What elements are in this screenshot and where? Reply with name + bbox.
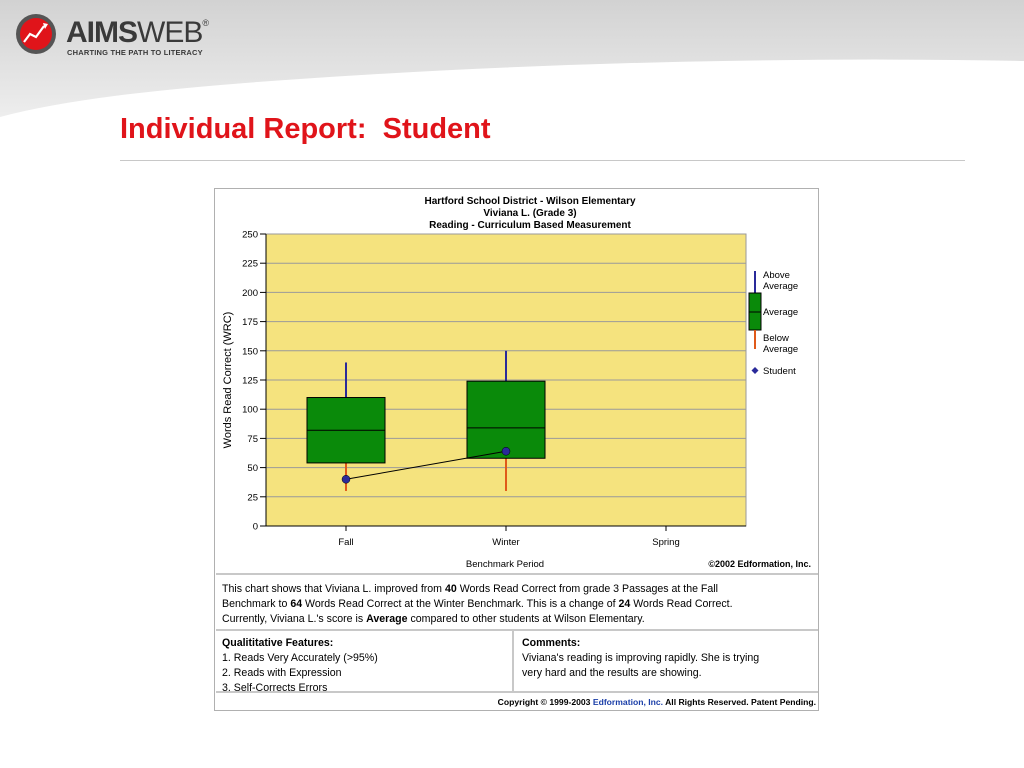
- logo-chart-icon: [14, 12, 58, 56]
- copyright-text: Copyright © 1999-2003: [497, 697, 593, 707]
- details-row: [216, 629, 818, 693]
- y-tick-label: 250: [242, 229, 258, 241]
- qualitative-features: [216, 631, 514, 694]
- box-plot-chart: [215, 189, 818, 573]
- box-average-range: [467, 381, 545, 458]
- individual-report-panel: [214, 188, 819, 711]
- chart-subtitle-2: Reading - Curriculum Based Measurement: [429, 220, 631, 231]
- title-divider: [120, 160, 965, 161]
- score-rating: Average: [366, 613, 408, 625]
- y-tick-label: 100: [242, 404, 258, 416]
- student-point: [502, 447, 510, 455]
- qualitative-item: 2. Reads with Expression: [222, 667, 342, 679]
- copyright-text: All Rights Reserved. Patent Pending.: [663, 697, 816, 707]
- fall-score: 40: [444, 583, 457, 595]
- legend-below-label-1: Below: [763, 333, 789, 344]
- legend-above-label-1: Above: [763, 270, 790, 281]
- chart-title: Hartford School District - Wilson Elementary: [424, 196, 636, 207]
- edformation-link[interactable]: Edformation, Inc.: [592, 697, 664, 707]
- summary-text-part: compared to other students at Wilson Elementary.: [407, 613, 645, 625]
- summary-text-part: Words Read Correct.: [630, 598, 733, 610]
- chart-legend: [749, 270, 798, 377]
- score-change: 24: [618, 598, 631, 610]
- summary-text-part: Words Read Correct at the Winter Benchmark. This is a change of: [302, 598, 619, 610]
- y-tick-label: 150: [242, 346, 258, 358]
- y-axis: [242, 230, 266, 533]
- comments-line: very hard and the results are showing.: [522, 667, 702, 679]
- comments-heading: Comments:: [522, 637, 581, 649]
- x-tick-label: Winter: [492, 537, 520, 548]
- qualitative-item: 1. Reads Very Accurately (>95%): [222, 652, 378, 664]
- copyright-notice: [498, 697, 816, 707]
- comments-line: Viviana's reading is improving rapidly. She is trying: [522, 652, 760, 664]
- chart-subtitle: Viviana L. (Grade 3): [483, 208, 577, 219]
- logo-tagline: CHARTING THE PATH TO LITERACY: [67, 48, 203, 57]
- legend-student-label: Student: [763, 366, 796, 377]
- y-tick-label: 75: [247, 433, 258, 445]
- x-axis: [266, 526, 746, 548]
- legend-student-marker: [752, 367, 759, 374]
- x-axis-title: Benchmark Period: [465, 559, 545, 570]
- y-tick-label: 0: [252, 521, 258, 533]
- slide-title: Individual Report: Student: [120, 113, 491, 145]
- summary-text: [216, 573, 818, 629]
- y-tick-label: 125: [242, 375, 258, 387]
- chart-credit: ©2002 Edformation, Inc.: [708, 559, 811, 569]
- summary-text-part: Benchmark to: [222, 598, 291, 610]
- qualitative-item: 3. Self-Corrects Errors: [222, 682, 328, 694]
- logo-wordmark: AIMSWEB®: [66, 16, 208, 49]
- legend-above-label-2: Average: [763, 281, 799, 292]
- summary-text-part: Words Read Correct from grade 3 Passages at the Fall: [456, 583, 718, 595]
- y-tick-label: 225: [242, 258, 258, 270]
- student-point: [342, 475, 350, 483]
- legend-below-label-2: Average: [763, 344, 799, 355]
- qualitative-heading: Qualititative Features:: [222, 637, 334, 649]
- x-tick-label: Spring: [652, 537, 680, 548]
- aimsweb-logo: [14, 12, 234, 62]
- summary-text-part: This chart shows that Viviana L. improved from: [222, 583, 445, 595]
- legend-average-label: Average: [763, 307, 799, 318]
- y-tick-label: 200: [242, 287, 258, 299]
- summary-text-part: Currently, Viviana L.'s score is: [222, 613, 367, 625]
- y-tick-label: 50: [247, 463, 258, 475]
- y-tick-label: 175: [242, 317, 258, 329]
- y-axis-title: Words Read Correct (WRC): [222, 311, 234, 449]
- x-tick-label: Fall: [338, 537, 354, 548]
- y-tick-label: 25: [247, 492, 258, 504]
- comments: [514, 631, 816, 691]
- winter-score: 64: [290, 598, 303, 610]
